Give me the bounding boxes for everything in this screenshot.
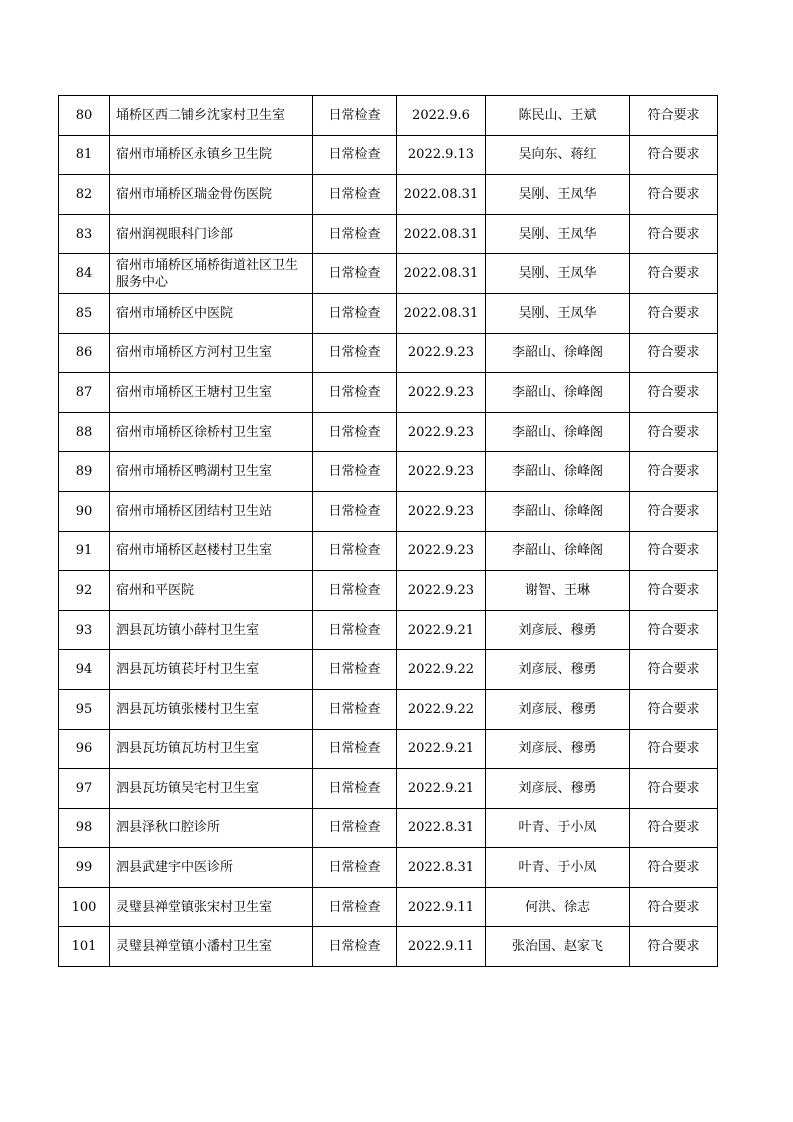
table-row [59,531,718,571]
inspection-date: 2022.9.6 [397,96,486,136]
row-number: 97 [59,769,110,809]
inspection-date: 2022.9.21 [397,729,486,769]
inspection-type: 日常检查 [313,135,397,175]
inspection-type: 日常检查 [313,808,397,848]
inspectors: 李韶山、徐峰阁 [486,531,630,571]
row-number: 94 [59,650,110,690]
inspectors: 叶青、于小凤 [486,848,630,888]
inspection-result: 符合要求 [630,175,718,215]
inspection-date: 2022.08.31 [397,175,486,215]
facility-name: 宿州市埇桥区方河村卫生室 [110,333,313,373]
row-number: 98 [59,808,110,848]
row-number: 86 [59,333,110,373]
table-row [59,412,718,452]
table-row [59,729,718,769]
facility-name: 埇桥区西二铺乡沈家村卫生室 [110,96,313,136]
table-row [59,254,718,294]
inspectors: 刘彦辰、穆勇 [486,650,630,690]
facility-name: 泗县瓦坊镇瓦坊村卫生室 [110,729,313,769]
table-row [59,333,718,373]
inspection-result: 符合要求 [630,254,718,294]
inspection-result: 符合要求 [630,214,718,254]
facility-name: 灵璧县禅堂镇张宋村卫生室 [110,887,313,927]
table-row [59,135,718,175]
facility-name: 宿州市埇桥区团结村卫生站 [110,491,313,531]
inspection-date: 2022.9.23 [397,571,486,611]
row-number: 93 [59,610,110,650]
inspection-type: 日常检查 [313,452,397,492]
row-number: 89 [59,452,110,492]
inspection-type: 日常检查 [313,175,397,215]
inspectors: 张治国、赵家飞 [486,927,630,967]
facility-name: 宿州市埇桥区王塘村卫生室 [110,373,313,413]
inspection-type: 日常检查 [313,610,397,650]
inspectors: 吴向东、蒋红 [486,135,630,175]
facility-name: 泗县瓦坊镇小薛村卫生室 [110,610,313,650]
inspection-result: 符合要求 [630,373,718,413]
inspection-date: 2022.9.23 [397,412,486,452]
facility-name: 宿州市埇桥区徐桥村卫生室 [110,412,313,452]
inspection-type: 日常检查 [313,927,397,967]
inspection-result: 符合要求 [630,927,718,967]
inspectors: 谢智、王琳 [486,571,630,611]
inspection-type: 日常检查 [313,373,397,413]
table-row [59,887,718,927]
inspection-result: 符合要求 [630,610,718,650]
inspection-result: 符合要求 [630,729,718,769]
table-row [59,293,718,333]
inspection-result: 符合要求 [630,491,718,531]
row-number: 85 [59,293,110,333]
inspection-date: 2022.9.23 [397,333,486,373]
facility-name: 宿州市埇桥区中医院 [110,293,313,333]
row-number: 91 [59,531,110,571]
inspectors: 刘彦辰、穆勇 [486,689,630,729]
inspection-type: 日常检查 [313,254,397,294]
facility-name: 泗县泽秋口腔诊所 [110,808,313,848]
facility-name: 宿州市埇桥区瑞金骨伤医院 [110,175,313,215]
table-row [59,689,718,729]
inspection-result: 符合要求 [630,135,718,175]
facility-name: 宿州市埇桥区埇桥街道社区卫生服务中心 [110,254,313,294]
inspection-result: 符合要求 [630,848,718,888]
inspection-date: 2022.8.31 [397,808,486,848]
table-row [59,96,718,136]
inspection-result: 符合要求 [630,412,718,452]
table-row [59,927,718,967]
inspection-date: 2022.9.21 [397,610,486,650]
inspection-date: 2022.08.31 [397,254,486,294]
inspection-result: 符合要求 [630,808,718,848]
inspectors: 刘彦辰、穆勇 [486,769,630,809]
inspectors: 刘彦辰、穆勇 [486,729,630,769]
row-number: 81 [59,135,110,175]
inspection-records-table [58,95,718,967]
inspection-result: 符合要求 [630,531,718,571]
facility-name: 泗县瓦坊镇吴宅村卫生室 [110,769,313,809]
row-number: 92 [59,571,110,611]
table-row [59,571,718,611]
inspectors: 李韶山、徐峰阁 [486,491,630,531]
inspection-type: 日常检查 [313,729,397,769]
inspectors: 吴刚、王凤华 [486,293,630,333]
inspection-type: 日常检查 [313,531,397,571]
inspection-type: 日常检查 [313,333,397,373]
inspection-date: 2022.8.31 [397,848,486,888]
inspection-result: 符合要求 [630,650,718,690]
inspectors: 叶青、于小凤 [486,808,630,848]
table-row [59,848,718,888]
inspection-date: 2022.9.11 [397,927,486,967]
inspection-date: 2022.9.13 [397,135,486,175]
inspection-date: 2022.08.31 [397,293,486,333]
facility-name: 泗县瓦坊镇苌圩村卫生室 [110,650,313,690]
table-row [59,214,718,254]
inspectors: 李韶山、徐峰阁 [486,412,630,452]
inspectors: 李韶山、徐峰阁 [486,333,630,373]
inspectors: 吴刚、王凤华 [486,175,630,215]
inspectors: 李韶山、徐峰阁 [486,452,630,492]
inspection-date: 2022.9.21 [397,769,486,809]
table-body [59,96,718,967]
facility-name: 泗县瓦坊镇张楼村卫生室 [110,689,313,729]
inspection-date: 2022.9.22 [397,650,486,690]
row-number: 101 [59,927,110,967]
facility-name: 宿州市埇桥区永镇乡卫生院 [110,135,313,175]
inspection-type: 日常检查 [313,412,397,452]
table-row [59,491,718,531]
inspectors: 吴刚、王凤华 [486,254,630,294]
inspection-date: 2022.9.11 [397,887,486,927]
table-row [59,452,718,492]
inspectors: 李韶山、徐峰阁 [486,373,630,413]
row-number: 88 [59,412,110,452]
table-row [59,175,718,215]
inspection-type: 日常检查 [313,96,397,136]
row-number: 96 [59,729,110,769]
inspection-date: 2022.9.23 [397,531,486,571]
inspection-date: 2022.9.23 [397,452,486,492]
inspection-type: 日常检查 [313,848,397,888]
facility-name: 泗县武建宇中医诊所 [110,848,313,888]
facility-name: 宿州市埇桥区赵楼村卫生室 [110,531,313,571]
inspection-type: 日常检查 [313,571,397,611]
row-number: 82 [59,175,110,215]
inspection-result: 符合要求 [630,96,718,136]
inspection-result: 符合要求 [630,689,718,729]
inspection-date: 2022.9.23 [397,491,486,531]
inspection-date: 2022.08.31 [397,214,486,254]
inspection-result: 符合要求 [630,887,718,927]
inspection-type: 日常检查 [313,769,397,809]
row-number: 100 [59,887,110,927]
inspectors: 刘彦辰、穆勇 [486,610,630,650]
inspection-result: 符合要求 [630,333,718,373]
facility-name: 宿州和平医院 [110,571,313,611]
row-number: 84 [59,254,110,294]
inspectors: 何洪、徐志 [486,887,630,927]
row-number: 95 [59,689,110,729]
inspection-type: 日常检查 [313,293,397,333]
inspection-type: 日常检查 [313,650,397,690]
row-number: 80 [59,96,110,136]
table-row [59,808,718,848]
facility-name: 宿州润视眼科门诊部 [110,214,313,254]
inspection-result: 符合要求 [630,293,718,333]
facility-name: 灵璧县禅堂镇小潘村卫生室 [110,927,313,967]
inspection-date: 2022.9.22 [397,689,486,729]
inspectors: 陈民山、王斌 [486,96,630,136]
inspectors: 吴刚、王凤华 [486,214,630,254]
inspection-type: 日常检查 [313,214,397,254]
inspection-type: 日常检查 [313,491,397,531]
table-row [59,373,718,413]
inspection-type: 日常检查 [313,689,397,729]
table-row [59,769,718,809]
inspection-date: 2022.9.23 [397,373,486,413]
inspection-type: 日常检查 [313,887,397,927]
row-number: 99 [59,848,110,888]
row-number: 87 [59,373,110,413]
inspection-result: 符合要求 [630,571,718,611]
inspection-result: 符合要求 [630,452,718,492]
table-row [59,610,718,650]
facility-name: 宿州市埇桥区鸭湖村卫生室 [110,452,313,492]
inspection-result: 符合要求 [630,769,718,809]
row-number: 83 [59,214,110,254]
table-row [59,650,718,690]
row-number: 90 [59,491,110,531]
